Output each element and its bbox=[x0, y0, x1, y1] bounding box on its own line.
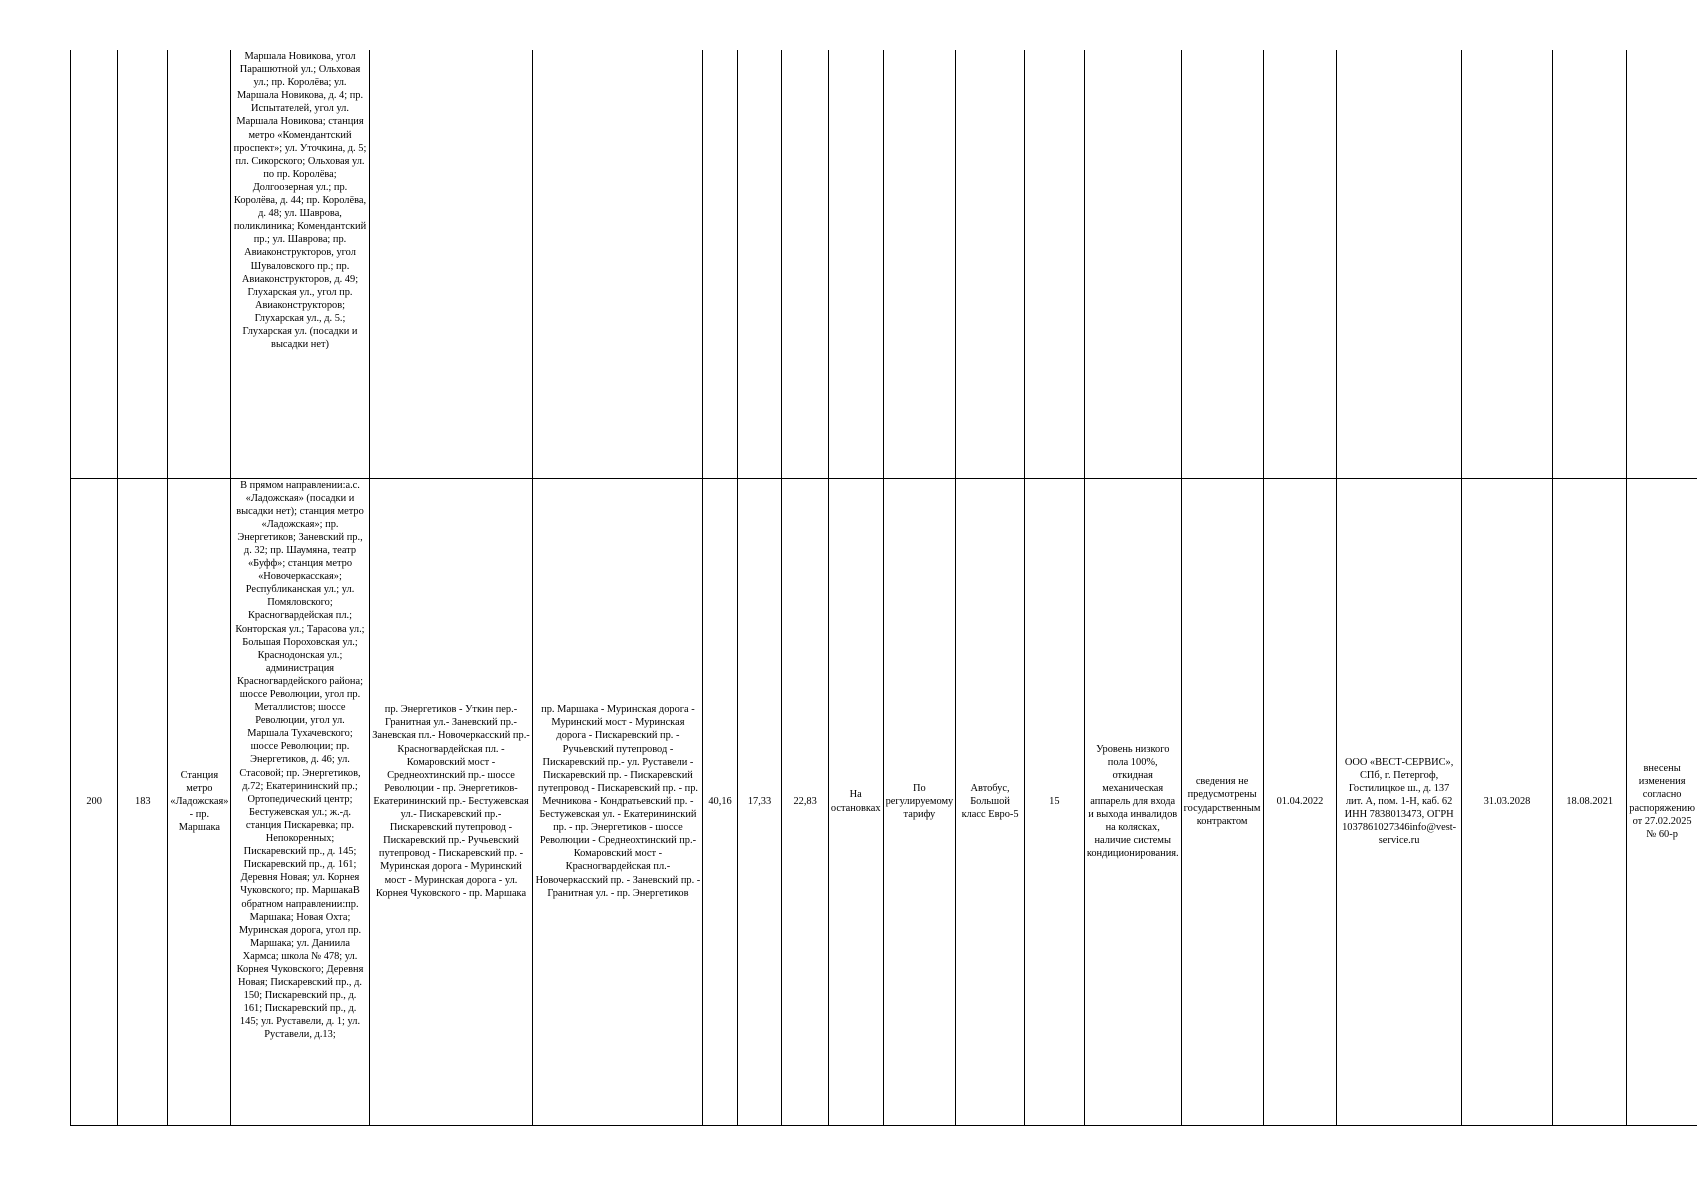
forward-streets-cell: пр. Энергетиков - Уткин пер.- Гранитная ул.- Заневский пр.- Заневская пл.- Новочеркасский пр.- Красногвардейская пл. - Комаровский мост - Среднеохтинский пр.- шоссе Революции - пр. Энергетиков- Екатерининский пр.- Бестужевская ул.- Пискаревский пр.- Пискаревский путепровод - Пискаревский пр.- Ручьевский путепровод - Пискаревский пр. - Муринская дорога - Муринский мост - Муринская дорога - ул. Корнея Чуковского - пр. Маршака bbox=[369, 478, 533, 1125]
length-total-cell: 22,83 bbox=[782, 478, 829, 1125]
table-row bbox=[71, 50, 1697, 478]
vehicle-type-cell bbox=[956, 50, 1025, 478]
end-date-cell bbox=[1461, 50, 1553, 478]
stop-order-cell: На остановках bbox=[828, 478, 883, 1125]
contract-cell: сведения не предусмотрены государственным контрактом bbox=[1181, 478, 1263, 1125]
route-name-cell bbox=[168, 50, 231, 478]
stops-list-cell: Маршала Новикова, угол Парашютной ул.; Ольховая ул.; пр. Королёва; ул. Маршала Новикова, д. 4; пр. Испытателей, угол ул. Маршала Новикова; станция метро «Комендантский проспект»; ул. Уточкина, д. 5; пл. Сикорского; Ольховая ул. по пр. Королёва; Долгоозерная ул.; пр. Королёва, д. 44; пр. Королёва, д. 48; ул. Шаврова, поликлиника; Комендантский пр.; ул. Шаврова; пр. Авиаконструкторов, угол Шуваловского пр.; пр. Авиаконструкторов, д. 49; Глухарская ул., угол пр. Авиаконструкторов; Глухарская ул., д. 5.; Глухарская ул. (посадки и высадки нет) bbox=[231, 50, 369, 478]
length-forward-cell bbox=[703, 50, 737, 478]
end-date-cell: 31.03.2028 bbox=[1461, 478, 1553, 1125]
length-backward-cell bbox=[737, 50, 782, 478]
backward-streets-cell bbox=[533, 50, 703, 478]
length-total-cell bbox=[782, 50, 829, 478]
contract-cell bbox=[1181, 50, 1263, 478]
tariff-cell bbox=[883, 50, 956, 478]
forward-streets-cell bbox=[369, 50, 533, 478]
vehicle-characteristics-cell bbox=[1084, 50, 1181, 478]
start-date-cell: 01.04.2022 bbox=[1263, 478, 1337, 1125]
vehicle-type-cell: Автобус, Большой класс Евро-5 bbox=[956, 478, 1025, 1125]
tariff-cell: По регулируемому тарифу bbox=[883, 478, 956, 1125]
stop-order-cell bbox=[828, 50, 883, 478]
backward-streets-cell: пр. Маршака - Муринская дорога - Муринский мост - Муринская дорога - Пискаревский пр. - Ручьевский путепровод - Пискаревский пр.- ул. Руставели - Пискаревский пр. - Пискаревский путепровод - Пискаревский пр. - пр. Мечникова - Кондратьевский пр. - Бестужевская ул. - Екатерининский пр. - пр. Энергетиков - шоссе Революции - Среднеохтинский пр.- Комаровский мост - Красногвардейская пл.- Новочеркасский пр. - Заневский пр. - Гранитная ул. - пр. Энергетиков bbox=[533, 478, 703, 1125]
max-vehicles-cell bbox=[1024, 50, 1084, 478]
notes-cell bbox=[1627, 50, 1697, 478]
max-vehicles-cell: 15 bbox=[1024, 478, 1084, 1125]
route-number-cell: 200 bbox=[71, 478, 118, 1125]
carrier-cell bbox=[1337, 50, 1461, 478]
length-forward-cell: 40,16 bbox=[703, 478, 737, 1125]
notes-cell: внесены изменения согласно распоряжению от 27.02.2025 № 60-р bbox=[1627, 478, 1697, 1125]
start-date-cell bbox=[1263, 50, 1337, 478]
vehicle-characteristics-cell: Уровень низкого пола 100%, откидная механическая аппарель для входа и выхода инвалидов на колясках, наличие системы кондиционирования. bbox=[1084, 478, 1181, 1125]
registration-number-cell bbox=[118, 50, 168, 478]
registration-number-cell: 183 bbox=[118, 478, 168, 1125]
route-name-cell: Станция метро «Ладожская» - пр. Маршака bbox=[168, 478, 231, 1125]
carrier-cell: ООО «ВЕСТ-СЕРВИС», СПб, г. Петергоф, Гостилицкое ш., д. 137 лит. А, пом. 1-Н, каб. 62 ИНН 7838013473, ОГРН 1037861027346info@vest-service.ru bbox=[1337, 478, 1461, 1125]
change-date-cell bbox=[1553, 50, 1627, 478]
stops-list-cell: В прямом направлении:а.с. «Ладожская» (посадки и высадки нет); станция метро «Ладожская»; пр. Энергетиков; Заневский пр., д. 32; пр. Шаумяна, театр «Буфф»; станция метро «Новочеркасская»; Республиканская ул.; ул. Помяловского; Красногвардейская пл.; Конторская ул.; Тарасова ул.; Большая Пороховская ул.; Краснодонская ул.; администрация Красногвардейского района; шоссе Революции, угол пр. Металлистов; шоссе Революции, угол ул. Маршала Тухачевского; шоссе Революции; пр. Энергетиков, д. 46; ул. Стасовой; пр. Энергетиков, д.72; Екатерининский пр.; Ортопедический центр; Бестужевская ул.; ж.-д. станция Пискаревка; пр. Непокоренных; Пискаревский пр., д. 145; Пискаревский пр., д. 161; Деревня Новая; ул. Корнея Чуковского; пр. МаршакаВ обратном направлении:пр. Маршака; Новая Охта; Муринская дорога, угол пр. Маршака; ул. Даниила Хармса; школа № 478; ул. Корнея Чуковского; Деревня Новая; Пискаревский пр., д. 150; Пискаревский пр., д. 161; Пискаревский пр., д. 145; ул. Руставели, д. 1; ул. Руставели, д.13; bbox=[231, 478, 369, 1125]
change-date-cell: 18.08.2021 bbox=[1553, 478, 1627, 1125]
length-backward-cell: 17,33 bbox=[737, 478, 782, 1125]
route-registry-table bbox=[70, 50, 1697, 1126]
route-number-cell bbox=[71, 50, 118, 478]
table-row bbox=[71, 478, 1697, 1125]
